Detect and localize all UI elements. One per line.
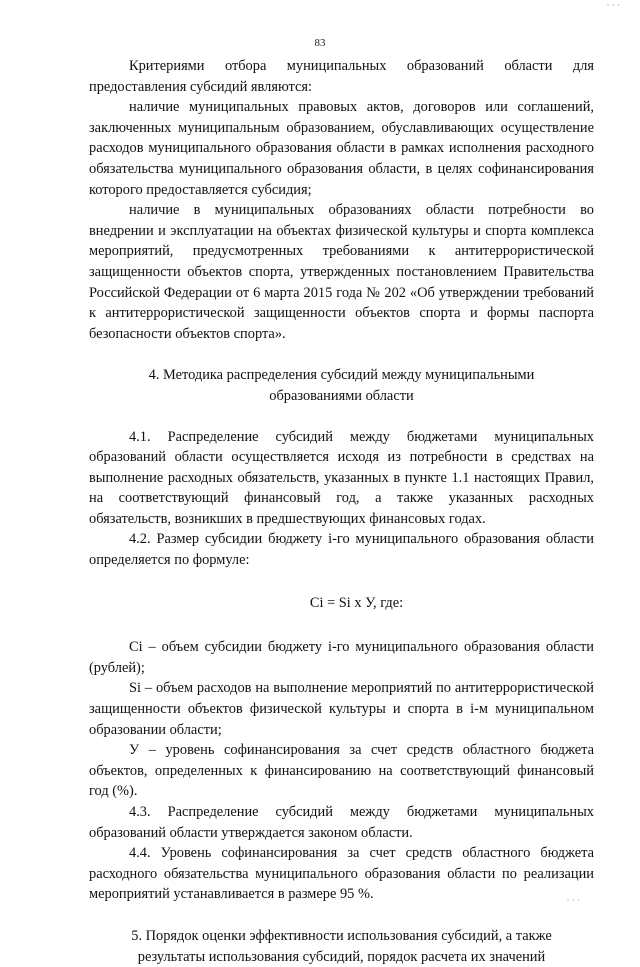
definition-u: У – уровень софинансирования за счет средств областного бюджета объектов, определенных к финансированию на соответствующий финансовый год (%). <box>89 742 594 800</box>
section-4-heading: 4. Методика распределения субсидий между муниципальными образованиями области <box>148 367 535 404</box>
subsidy-formula: Ci = Si х У, где: <box>309 594 404 611</box>
document-body <box>89 56 594 967</box>
paragraph-4-3: 4.3. Распределение субсидий между бюджетами муниципальных образований области утверждается законом области. <box>89 804 594 841</box>
paragraph-4-4: 4.4. Уровень софинансирования за счет средств областного бюджета расходного обязательства муниципального образования области по реализации мероприятий устанавливается в размере 95 %. <box>89 845 594 903</box>
paragraph-4-1: 4.1. Распределение субсидий между бюджетами муниципальных образований области осуществляется исходя из потребности в средствах на выполнение расходных обязательств, указанных в пункте 1.1 настоящих Правил, на соответствующий финансовый год, а также указанных расходных обязательств, возникших в предшествующих финансовых годах. <box>89 428 594 527</box>
section-5-heading: 5. Порядок оценки эффективности использования субсидий, а также результаты использования субсидий, порядок расчета их значений <box>131 927 552 965</box>
definition-ci: Ci – объем субсидии бюджету i-го муниципального образования области (рублей); <box>89 639 594 676</box>
criterion-legal-acts: наличие муниципальных правовых актов, договоров или соглашений, заключенных муниципальным образованием, обуславливающих осуществление расходов муниципального образования области в рамках исполнения расходного обязательства муниципального образования области, в целях софинансирования которого предоставляется субсидия; <box>89 99 594 198</box>
definition-si: Si – объем расходов на выполнение мероприятий по антитеррористической защищенности объектов физической культуры и спорта в i-м муниципальном образовании области; <box>89 680 594 738</box>
page-number: 83 <box>314 37 326 49</box>
criterion-antiterror-need: наличие в муниципальных образованиях области потребности во внедрении и эксплуатации на объектах физической культуры и спорта комплекса мероприятий, предусмотренных требованиями к антитеррористической защищенности объектов спорта, утвержденных постановлением Правительства Российской Федерации от 6 марта 2015 года № 202 «Об утверждении требований к антитеррористической защищенности объектов спорта и формы паспорта безопасности объектов спорта». <box>89 202 594 342</box>
paragraph-4-2: 4.2. Размер субсидии бюджету i-го муниципального образования области определяется по формуле: <box>89 531 594 569</box>
corner-mark-top: · · · <box>606 0 620 10</box>
corner-mark-bottom: · · · <box>566 895 580 905</box>
criteria-intro: Критериями отбора муниципальных образований области для предоставления субсидий являются: <box>89 58 594 95</box>
